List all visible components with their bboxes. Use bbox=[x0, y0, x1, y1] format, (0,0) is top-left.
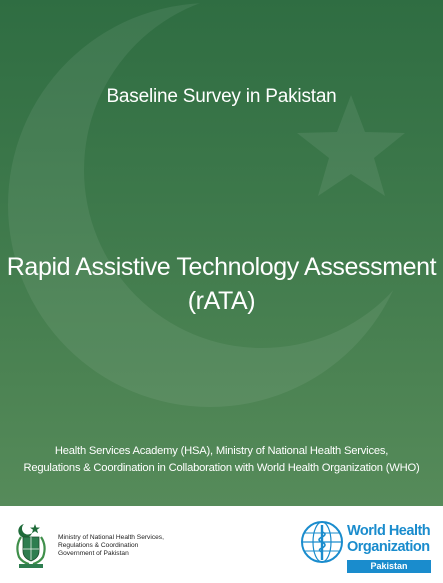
who-line-1: World Health bbox=[347, 523, 431, 539]
credit-line-1: Health Services Academy (HSA), Ministry of National Health Services, bbox=[54, 445, 389, 457]
who-country-label: Pakistan bbox=[347, 560, 431, 573]
report-title bbox=[0, 250, 443, 318]
credit-line-2: Regulations & Coordination in Collaboration with World Health Organization (WHO) bbox=[23, 462, 420, 474]
report-subtitle: Baseline Survey in Pakistan bbox=[106, 86, 337, 107]
collaboration-credit bbox=[0, 443, 443, 477]
report-title-line-1: Rapid Assistive Technology Assessment bbox=[6, 253, 437, 281]
pakistan-state-emblem-icon bbox=[10, 520, 52, 570]
ministry-line-1: Ministry of National Health Services, bbox=[58, 534, 164, 541]
who-emblem-icon bbox=[300, 520, 344, 564]
ministry-name bbox=[58, 534, 164, 558]
logo-footer bbox=[0, 506, 443, 583]
ministry-line-3: Government of Pakistan bbox=[58, 550, 129, 557]
who-line-2: Organization bbox=[347, 539, 430, 555]
ministry-line-2: Regulations & Coordination bbox=[58, 542, 139, 549]
who-wordmark bbox=[347, 523, 430, 555]
report-title-line-2: (rATA) bbox=[187, 287, 256, 315]
